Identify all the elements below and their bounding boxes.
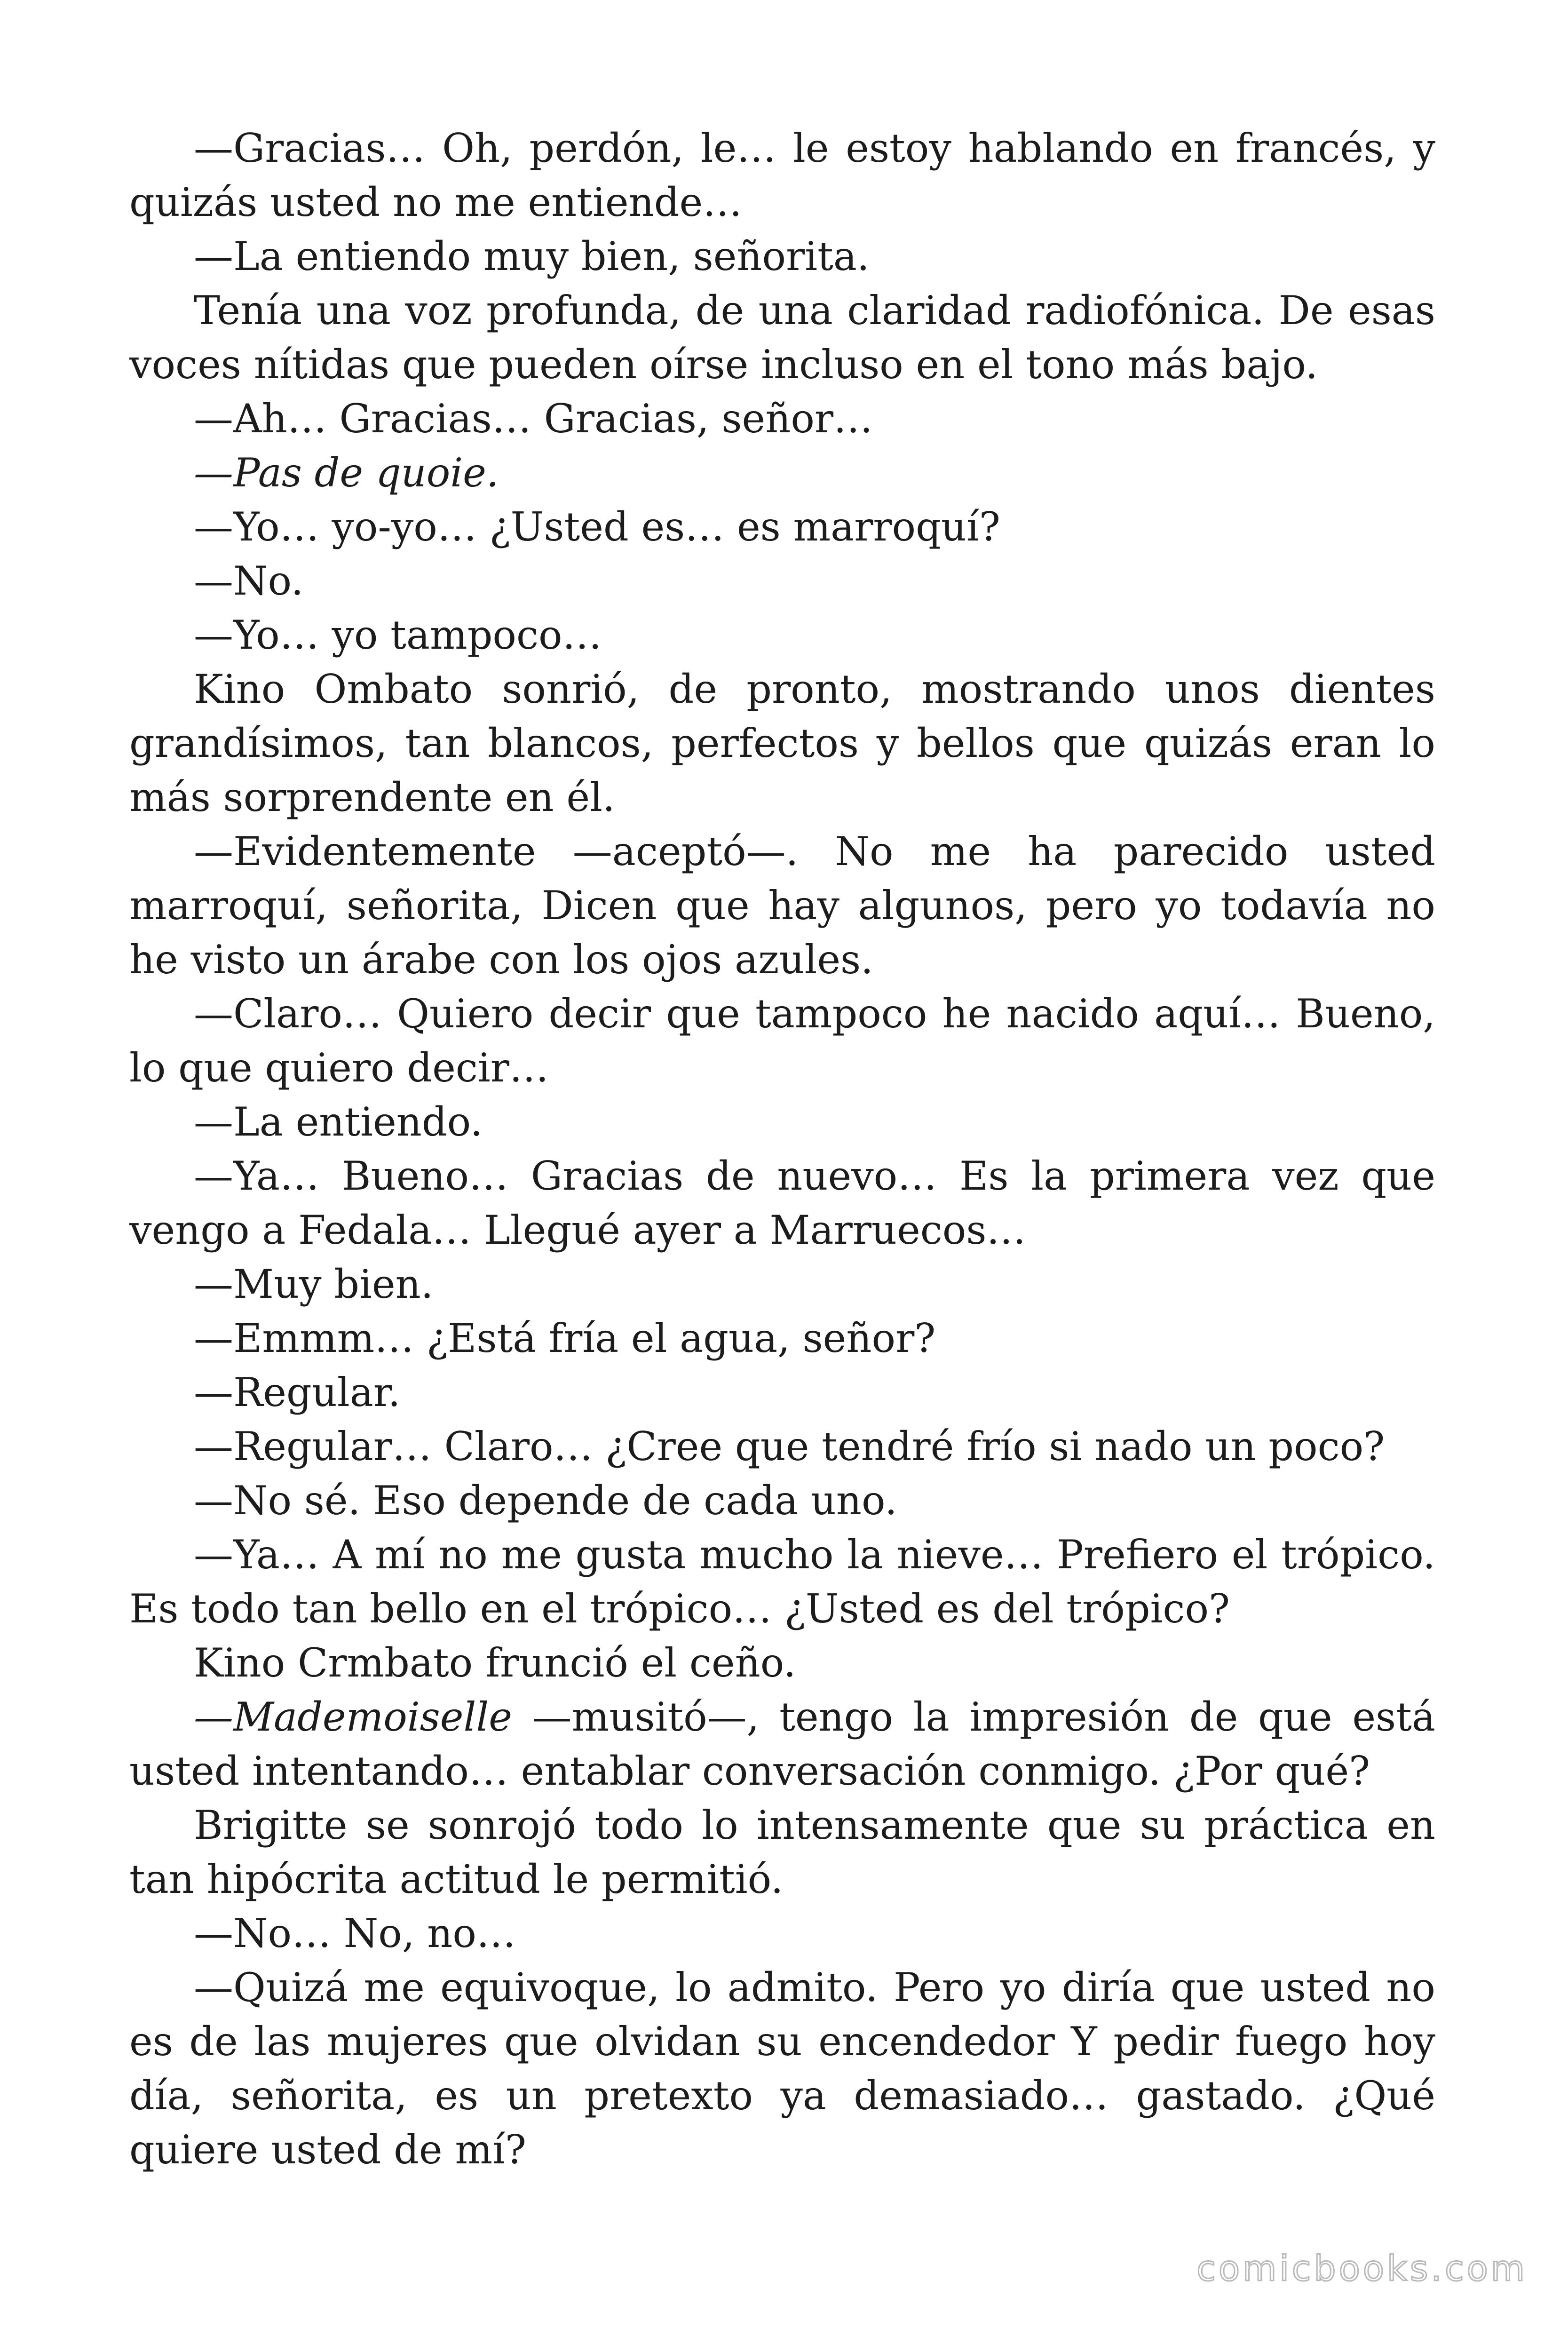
paragraph-text: Brigitte se sonrojó todo lo intensamente que su práctica en tan hipócrita actitud le permitió.: [129, 1802, 1435, 1902]
paragraph-text: —Evidentemente —aceptó—. No me ha parecido usted marroquí, señorita, Dicen que hay algunos, pero yo todavía no he visto un árabe con los ojos azules.: [129, 828, 1435, 983]
paragraph-text: —Ah… Gracias… Gracias, señor…: [194, 396, 873, 442]
paragraph-text: —Yo… yo-yo… ¿Usted es… es marroquí?: [194, 504, 1000, 550]
paragraph-text: Tenía una voz profunda, de una claridad radiofónica. De esas voces nítidas que pueden oírse incluso en el tono más bajo.: [129, 287, 1435, 388]
paragraph: [129, 608, 1435, 662]
paragraph-text: —Ya… Bueno… Gracias de nuevo… Es la primera vez que vengo a Fedala… Llegué ayer a Marruecos…: [129, 1153, 1435, 1253]
paragraph: [129, 1420, 1435, 1474]
paragraph: [129, 392, 1435, 446]
paragraph-text: —Muy bien.: [194, 1261, 434, 1307]
paragraph: [129, 1095, 1435, 1149]
paragraph: [129, 1636, 1435, 1690]
paragraph-text: —Regular.: [194, 1369, 401, 1415]
paragraph: [129, 230, 1435, 284]
paragraph-text: —No… No, no…: [194, 1910, 516, 1956]
page-body-text: [129, 121, 1435, 2177]
paragraph-text: —La entiendo muy bien, señorita.: [194, 233, 870, 279]
paragraph-text: —No.: [194, 558, 304, 604]
paragraph: [129, 1690, 1435, 1798]
paragraph-text: —Quizá me equivoque, lo admito. Pero yo diría que usted no es de las mujeres que olvidan su encendedor Y pedir fuego hoy día, señorita, es un pretexto ya demasiado… gastado. ¿Qué quiere usted de mí?: [129, 1964, 1435, 2173]
paragraph-text: —Gracias… Oh, perdón, le… le estoy hablando en francés, y quizás usted no me entiende…: [129, 125, 1435, 225]
paragraph-italic-text: —Mademoiselle: [194, 1694, 512, 1740]
paragraph-text: —Claro… Quiero decir que tampoco he nacido aquí… Bueno, lo que quiero decir…: [129, 991, 1435, 1091]
paragraph: [129, 1474, 1435, 1528]
paragraph: [129, 1907, 1435, 1961]
paragraph-text: —Regular… Claro… ¿Cree que tendré frío si nado un poco?: [194, 1423, 1385, 1470]
paragraph-text: —Yo… yo tampoco…: [194, 612, 602, 658]
paragraph: [129, 825, 1435, 987]
paragraph: [129, 987, 1435, 1095]
paragraph: [129, 1311, 1435, 1366]
paragraph: [129, 1149, 1435, 1257]
paragraph-text: —La entiendo.: [194, 1099, 483, 1145]
paragraph-text: —musitó—, tengo la impresión de que está usted intentando… entablar conversación conmigo. ¿Por qué?: [129, 1694, 1435, 1794]
paragraph: [129, 500, 1435, 554]
paragraph-italic-text: —Pas de quoie.: [194, 450, 499, 496]
paragraph-text: Kino Crmbato frunció el ceño.: [194, 1640, 796, 1686]
paragraph: [129, 446, 1435, 500]
paragraph: [129, 284, 1435, 392]
paragraph: [129, 1528, 1435, 1636]
paragraph-text: —Emmm… ¿Está fría el agua, señor?: [194, 1315, 936, 1361]
paragraph: [129, 1366, 1435, 1420]
watermark-logo: comicbooks.com: [1196, 2249, 1528, 2289]
paragraph-text: Kino Ombato sonrió, de pronto, mostrando unos dientes grandísimos, tan blancos, perfectos y bellos que quizás eran lo más sorprendente en él.: [129, 666, 1435, 820]
paragraph-text: —No sé. Eso depende de cada uno.: [194, 1478, 897, 1524]
paragraph: [129, 554, 1435, 608]
paragraph: [129, 1961, 1435, 2177]
paragraph: [129, 662, 1435, 825]
paragraph: [129, 1798, 1435, 1907]
paragraph: [129, 1257, 1435, 1311]
paragraph: [129, 121, 1435, 230]
paragraph-text: —Ya… A mí no me gusta mucho la nieve… Prefiero el trópico. Es todo tan bello en el trópico… ¿Usted es del trópico?: [129, 1532, 1435, 1632]
